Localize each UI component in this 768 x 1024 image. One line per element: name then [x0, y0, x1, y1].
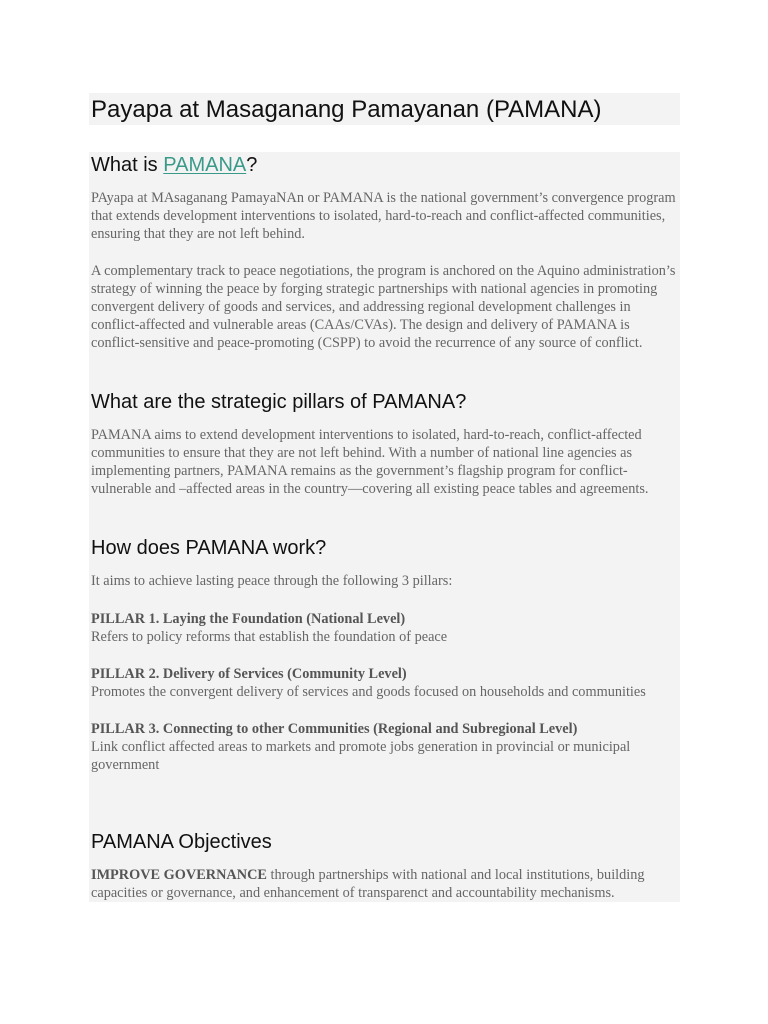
heading-how-does-pamana-work: How does PAMANA work?	[91, 537, 327, 559]
pillar-2-title: PILLAR 2. Delivery of Services (Community Level)	[91, 666, 407, 682]
pamana-link[interactable]: PAMANA	[163, 154, 247, 176]
page-title: Payapa at Masaganang Pamayanan (PAMANA)	[91, 96, 602, 123]
objective-text: through partnerships with national and local institutions, building capacities or governance, and enhancement of transparenct and accountability mechanisms.	[91, 867, 645, 901]
paragraph-what-is-1: PAyapa at MAsaganang PamayaNAn or PAMANA is the national government’s convergence program that extends development interventions to isolated, hard-to-reach and conflict-affected communities, ensuring that they are not left behind.	[91, 190, 676, 242]
heading-suffix: ?	[246, 154, 258, 176]
paragraph-strategic-pillars: PAMANA aims to extend development interventions to isolated, hard-to-reach, conflict-affected communities to ensure that they are not left behind. With a number of national line agencies as implementing partners, PAMANA remains as the government’s flagship program for conflict-vulnerable and –affected areas in the country—covering all existing peace tables and agreements.	[91, 427, 649, 497]
pillar-1-title: PILLAR 1. Laying the Foundation (National Level)	[91, 611, 406, 627]
pillar-3	[91, 720, 679, 774]
heading-what-is-pamana	[91, 152, 257, 178]
paragraph-pillars-intro: It aims to achieve lasting peace through the following 3 pillars:	[91, 573, 453, 589]
pillar-3-text: Link conflict affected areas to markets and promote jobs generation in provincial or municipal government	[91, 739, 631, 773]
objective-strong: IMPROVE GOVERNANCE	[91, 867, 267, 883]
title-block	[89, 93, 680, 125]
pillar-2	[91, 665, 681, 701]
pillar-3-title: PILLAR 3. Connecting to other Communities (Regional and Subregional Level)	[91, 721, 578, 737]
pillar-1-text: Refers to policy reforms that establish the foundation of peace	[91, 629, 448, 645]
content-block	[89, 152, 680, 902]
heading-prefix: What is	[91, 154, 164, 176]
heading-pamana-objectives: PAMANA Objectives	[91, 831, 272, 853]
pillar-1	[91, 610, 679, 646]
heading-strategic-pillars: What are the strategic pillars of PAMANA?	[91, 391, 467, 413]
paragraph-objective	[91, 866, 679, 902]
pillar-2-text: Promotes the convergent delivery of services and goods focused on households and communities	[91, 684, 646, 700]
paragraph-what-is-2: A complementary track to peace negotiations, the program is anchored on the Aquino administration’s strategy of winning the peace by forging strategic partnerships with national agencies in promoting convergent delivery of goods and services, and addressing regional development challenges in conflict-affected and vulnerable areas (CAAs/CVAs). The design and delivery of PAMANA is conflict-sensitive and peace-promoting (CSPP) to avoid the recurrence of any source of conflict.	[91, 263, 676, 351]
